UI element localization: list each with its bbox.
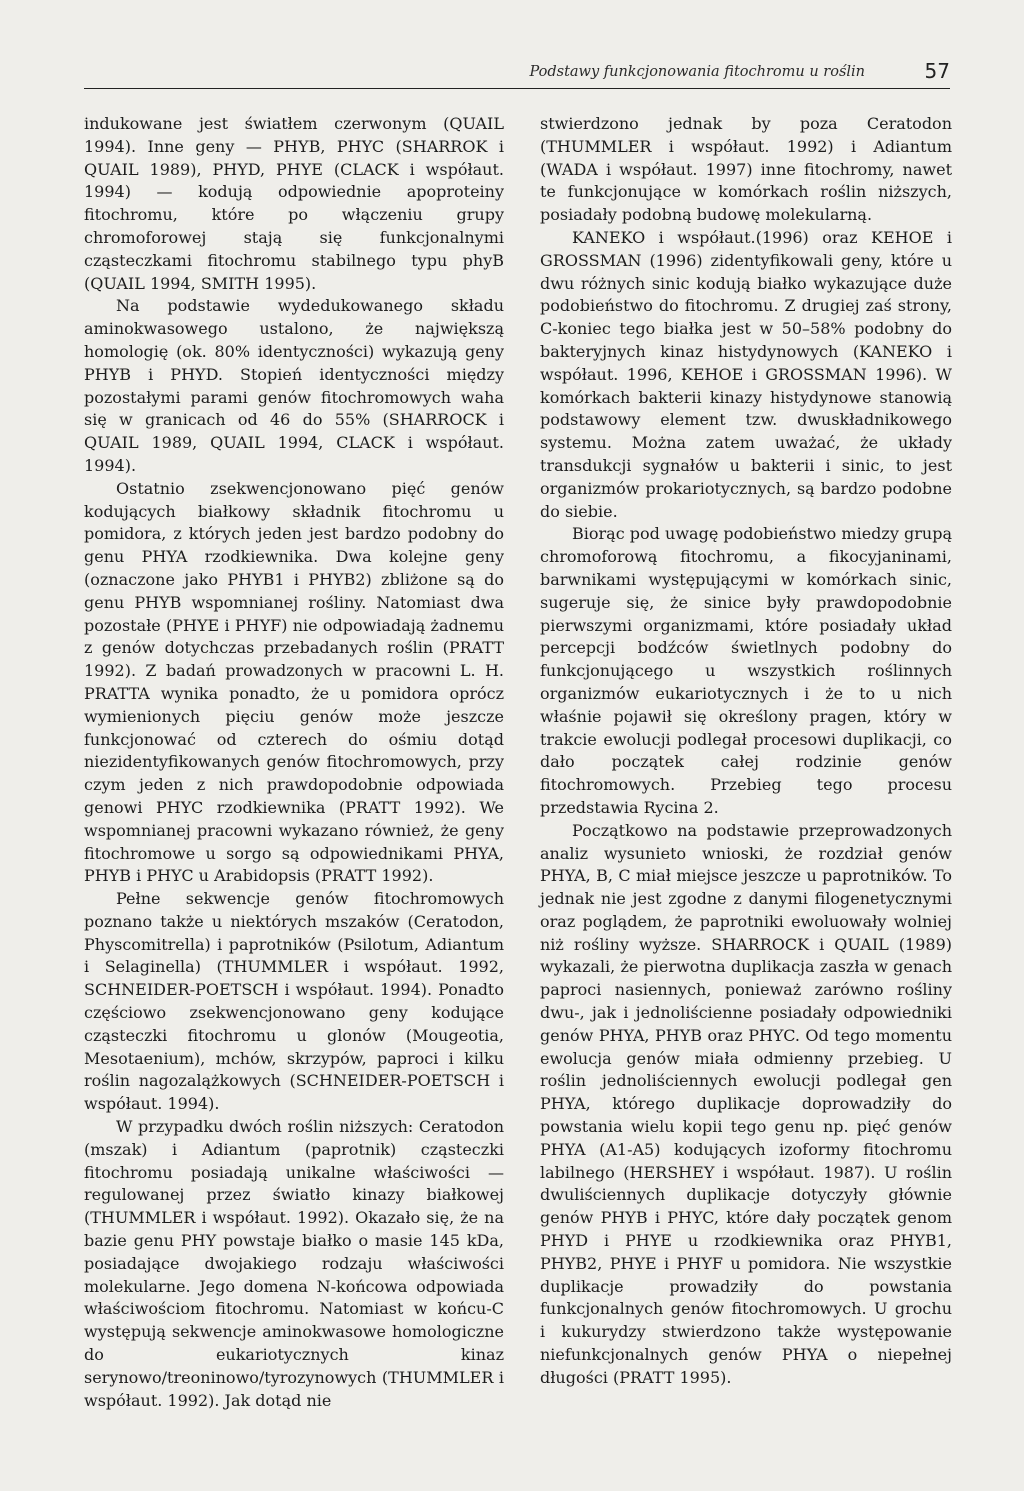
paragraph: W przypadku dwóch roślin niższych: Ceratodon (mszak) i Adiantum (paprotnik) cząsteczki fitochromu posiadają unikalne właściwości — regulowanej przez światło kinazy białkowej (THUMMLER i współaut. 1992). Okazało się, że na bazie genu PHY powstaje białko o masie 145 kDa, posiadające dwojakiego rodzaju właściwości molekularne. Jego domena N-końcowa odpowiada właściwościom fitochromu. Natomiast w końcu-C występują sekwencje aminokwasowe homologiczne do eukariotycznych kinaz serynowo/treoninowo/tyrozynowych (THUMMLER i współaut. 1992). Jak dotąd nie bbox=[84, 1117, 504, 1410]
paragraph: Pełne sekwencje genów fitochromowych poznano także u niektórych mszaków (Ceratodon, Physcomitrella) i paprotników (Psilotum, Adiantum i Selaginella) (THUMMLER i współaut. 1992, SCHNEIDER-POETSCH i współaut. 1994). Ponadto częściowo zsekwencjonowano geny kodujące cząsteczki fitochromu u glonów (Mougeotia, Mesotaenium), mchów, skrzypów, paproci i kilku roślin nagozalążkowych (SCHNEIDER-POETSCH i współaut. 1994). bbox=[84, 889, 504, 1114]
page-header bbox=[84, 60, 950, 89]
paragraph: Początkowo na podstawie przeprowadzonych analiz wysunieto wnioski, że rozdział genów PHYA, B, C miał miejsce jeszcze u paprotników. To jednak nie jest zgodne z danymi filogenetycznymi oraz poglądem, że paprotniki ewoluowały wolniej niż rośliny wyższe. SHARROCK i QUAIL (1989) wykazali, że pierwotna duplikacja zaszła w genach paproci nasiennych, ponieważ zarówno rośliny dwu-, jak i jednoliścienne posiadały odpowiedniki genów PHYA, PHYB oraz PHYC. Od tego momentu ewolucja genów miała odmienny przebieg. U roślin jednoliściennych ewolucji podlegał gen PHYA, którego duplikacje doprowadziły do powstania wielu kopii tego genu np. pięć genów PHYA (A1-A5) kodujących izoformy fitochromu labilnego (HERSHEY i współaut. 1987). U roślin dwuliściennych duplikacje dotyczyły głównie genów PHYB i PHYC, które dały początek genom PHYD i PHYE u rzodkiewnika oraz PHYB1, PHYB2, PHYE i PHYF u pomidora. Nie wszystkie duplikacje prowadziły do powstania funkcjonalnych genów fitochromowych. U grochu i kukurydzy stwierdzono także występowanie niefunkcjonalnych genów PHYA o niepełnej długości (PRATT 1995). bbox=[540, 820, 952, 1387]
paragraph: Ostatnio zsekwencjonowano pięć genów kodujących białkowy składnik fitochromu u pomidora, z których jeden jest bardzo podobny do genu PHYA rzodkiewnika. Dwa kolejne geny (oznaczone jako PHYB1 i PHYB2) zbliżone są do genu PHYB wspomnianej rośliny. Natomiast dwa pozostałe (PHYE i PHYF) nie odpowiadają żadnemu z genów dotychczas przebadanych roślin (PRATT 1992). Z badań prowadzonych w pracowni L. H. PRATTA wynika ponadto, że u pomidora oprócz wymienionych pięciu genów może jeszcze funkcjonować od czterech do ośmiu dotąd niezidentyfikowanych genów fitochromowych, przy czym jeden z nich prawdopodobnie odpowiada genowi PHYC rzodkiewnika (PRATT 1992). We wspomnianej pracowni wykazano również, że geny fitochromowe u sorgo są odpowiednikami PHYA, PHYB i PHYC u Arabidopsis (PRATT 1992). bbox=[84, 478, 504, 886]
paragraph: Biorąc pod uwagę podobieństwo miedzy grupą chromoforową fitochromu, a fikocyjaninami, barwnikami występującymi w komórkach sinic, sugeruje się, że sinice były prawdopodobnie pierwszymi organizmami, które posiadały układ percepcji bodźców świetlnych podobny do funkcjonującego u wszystkich roślinnych organizmów eukariotycznych i że to u nich właśnie pojawił się określony pragen, który w trakcie ewolucji podlegał procesowi duplikacji, co dało początek całej rodzinie genów fitochromowych. Przebieg tego procesu przedstawia Rycina 2. bbox=[540, 524, 952, 817]
paragraph: Na podstawie wydedukowanego składu aminokwasowego ustalono, że największą homologię (ok. 80% identyczności) wykazują geny PHYB i PHYD. Stopień identyczności między pozostałymi parami genów fitochromowych waha się w granicach od 46 do 55% (SHARROCK i QUAIL 1989, QUAIL 1994, CLACK i współaut. 1994). bbox=[84, 296, 504, 475]
paragraph: stwierdzono jednak by poza Ceratodon (THUMMLER i współaut. 1992) i Adiantum (WADA i współaut. 1997) inne fitochromy, nawet te funkcjonujące w komórkach roślin niższych, posiadały podobną budowę molekularną. bbox=[540, 114, 952, 225]
page-number: 57 bbox=[924, 59, 950, 83]
left-column bbox=[84, 113, 504, 1412]
right-column bbox=[540, 113, 952, 1390]
paragraph: KANEKO i współaut.(1996) oraz KEHOE i GROSSMAN (1996) zidentyfikowali geny, które u dwu różnych sinic kodują białko wykazujące duże podobieństwo do fitochromu. Z drugiej zaś strony, C-koniec tego białka jest w 50–58% podobny do bakteryjnych kinaz histydynowych (KANEKO i współaut. 1996, KEHOE i GROSSMAN 1996). W komórkach bakterii kinazy histydynowe stanowią podstawowy element tzw. dwuskładnikowego systemu. Można zatem uważać, że układy transdukcji sygnałów u bakterii i sinic, to jest organizmów prokariotycznych, są bardzo podobne do siebie. bbox=[540, 227, 952, 521]
running-title: Podstawy funkcjonowania fitochromu u roślin bbox=[529, 64, 865, 80]
paragraph: indukowane jest światłem czerwonym (QUAIL 1994). Inne geny — PHYB, PHYC (SHARROK i QUAIL 1989), PHYD, PHYE (CLACK i współaut. 1994) — kodują odpowiednie apoproteiny fitochromu, które po włączeniu grupy chromoforowej stają się funkcjonalnymi cząsteczkami fitochromu stabilnego typu phyB (QUAIL 1994, SMITH 1995). bbox=[84, 114, 504, 293]
